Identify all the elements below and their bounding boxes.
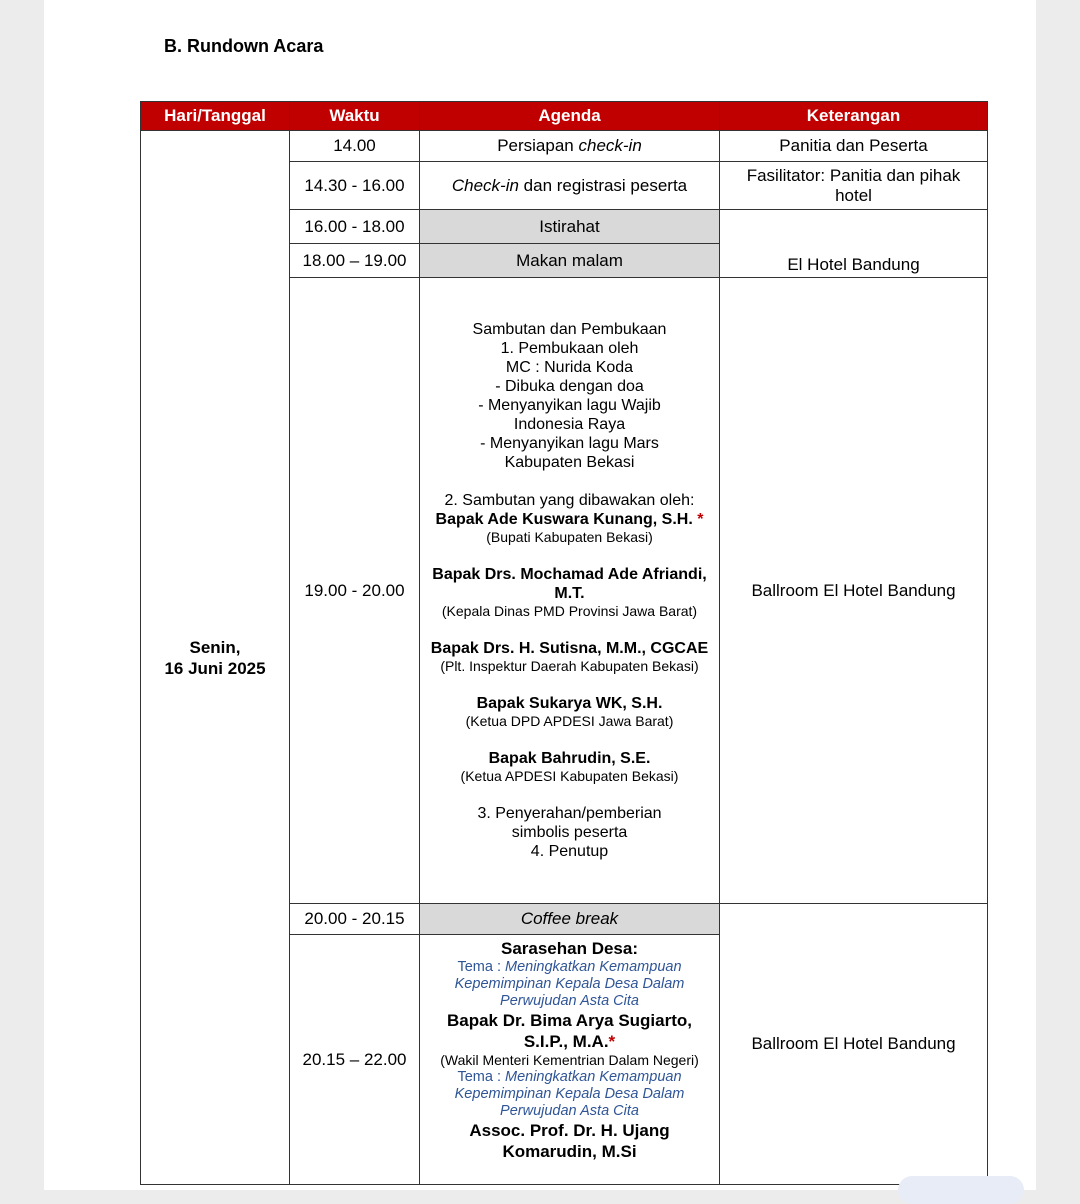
agenda-line: Sambutan dan Pembukaan bbox=[472, 321, 667, 338]
asterisk-mark: * bbox=[608, 1032, 616, 1051]
speaker-name: Assoc. Prof. Dr. H. Ujang Komarudin, M.Si bbox=[469, 1121, 670, 1161]
tema-label: Tema : bbox=[457, 959, 505, 975]
agenda-line: 4. Penutup bbox=[530, 843, 609, 860]
session-title: Sarasehan Desa: bbox=[500, 939, 639, 958]
time-cell: 16.00 - 18.00 bbox=[290, 210, 420, 244]
time-cell: 20.00 - 20.15 bbox=[290, 904, 420, 935]
agenda-line: 1. Pembukaan oleh bbox=[500, 340, 639, 357]
time-cell: 18.00 – 19.00 bbox=[290, 244, 420, 278]
asterisk-mark: * bbox=[697, 511, 704, 528]
agenda-italic-text: Check-in bbox=[451, 175, 519, 195]
tema-value: Meningkatkan Kemampuan Kepemimpinan Kepala Desa Dalam Perwujudan Asta Cita bbox=[454, 959, 685, 1009]
document-page bbox=[44, 0, 1036, 1190]
header-keterangan: Keterangan bbox=[720, 102, 988, 131]
agenda-line: simbolis peserta bbox=[511, 824, 628, 841]
table-row bbox=[141, 131, 988, 162]
agenda-cell bbox=[420, 935, 720, 1185]
speaker-name-text: Bapak Dr. Bima Arya Sugiarto, S.I.P., M.A. bbox=[446, 1011, 692, 1051]
agenda-line: - Menyanyikan lagu Wajib bbox=[478, 397, 661, 414]
agenda-cell bbox=[420, 904, 720, 935]
agenda-line: Indonesia Raya bbox=[513, 416, 626, 433]
tema-label: Tema : bbox=[457, 1069, 505, 1085]
speaker-name-text: Bapak Ade Kuswara Kunang, S.H. bbox=[435, 511, 693, 528]
header-waktu: Waktu bbox=[290, 102, 420, 131]
section-heading: B. Rundown Acara bbox=[164, 36, 324, 56]
agenda-line: 2. Sambutan yang dibawakan oleh: bbox=[444, 492, 695, 509]
speaker-role: (Ketua DPD APDESI Jawa Barat) bbox=[465, 713, 674, 729]
note-cell: Fasilitator: Panitia dan pihak hotel bbox=[720, 162, 988, 210]
agenda-italic-text: Coffee break bbox=[520, 909, 619, 928]
speaker-name: Bapak Sukarya WK, S.H. bbox=[476, 695, 663, 712]
day-cell bbox=[141, 131, 290, 1185]
agenda-text: Persiapan bbox=[497, 136, 579, 155]
note-cell: El Hotel Bandung bbox=[720, 210, 988, 278]
note-cell: Ballroom El Hotel Bandung bbox=[720, 278, 988, 904]
agenda-cell bbox=[420, 278, 720, 904]
speaker-name: Bapak Bahrudin, S.E. bbox=[488, 750, 651, 767]
speaker-role: (Wakil Menteri Kementrian Dalam Negeri) bbox=[440, 1052, 699, 1068]
tema-text bbox=[428, 959, 711, 1010]
speaker-name bbox=[428, 1010, 711, 1052]
speaker-role: (Kepala Dinas PMD Provinsi Jawa Barat) bbox=[441, 603, 698, 619]
agenda-line: MC : Nurida Koda bbox=[505, 359, 634, 376]
time-cell: 14.30 - 16.00 bbox=[290, 162, 420, 210]
note-cell: Ballroom El Hotel Bandung bbox=[720, 904, 988, 1185]
header-hari-tanggal: Hari/Tanggal bbox=[141, 102, 290, 131]
tema-text bbox=[428, 1069, 711, 1120]
agenda-cell bbox=[420, 131, 720, 162]
time-cell: 20.15 – 22.00 bbox=[290, 935, 420, 1185]
time-cell: 14.00 bbox=[290, 131, 420, 162]
agenda-italic-text: check-in bbox=[578, 136, 642, 155]
agenda-cell: Istirahat bbox=[420, 210, 720, 244]
agenda-text: dan registrasi peserta bbox=[518, 175, 688, 195]
agenda-line: Kabupaten Bekasi bbox=[504, 454, 635, 471]
speaker-role: (Bupati Kabupaten Bekasi) bbox=[486, 529, 653, 545]
table-header-row bbox=[141, 102, 988, 131]
agenda-line: 3. Penyerahan/pemberian bbox=[477, 805, 662, 822]
floating-scroll-indicator[interactable] bbox=[898, 1176, 1024, 1204]
rundown-table bbox=[140, 101, 988, 1185]
note-cell: Panitia dan Peserta bbox=[720, 131, 988, 162]
day-weekday: Senin, bbox=[189, 637, 241, 657]
tema-value: Meningkatkan Kemampuan Kepemimpinan Kepala Desa Dalam Perwujudan Asta Cita bbox=[454, 1069, 685, 1119]
agenda-cell bbox=[420, 162, 720, 210]
header-agenda: Agenda bbox=[420, 102, 720, 131]
agenda-line: - Menyanyikan lagu Mars bbox=[480, 435, 659, 452]
speaker-name: Bapak Drs. Mochamad Ade Afriandi, M.T. bbox=[432, 566, 707, 602]
speaker-role: (Plt. Inspektur Daerah Kabupaten Bekasi) bbox=[440, 658, 699, 674]
speaker-name: Bapak Drs. H. Sutisna, M.M., CGCAE bbox=[430, 640, 709, 657]
agenda-line: - Dibuka dengan doa bbox=[495, 378, 644, 395]
agenda-cell: Makan malam bbox=[420, 244, 720, 278]
day-date: 16 Juni 2025 bbox=[164, 658, 266, 678]
speaker-role: (Ketua APDESI Kabupaten Bekasi) bbox=[460, 768, 679, 784]
speaker-name bbox=[428, 510, 711, 529]
time-cell: 19.00 - 20.00 bbox=[290, 278, 420, 904]
